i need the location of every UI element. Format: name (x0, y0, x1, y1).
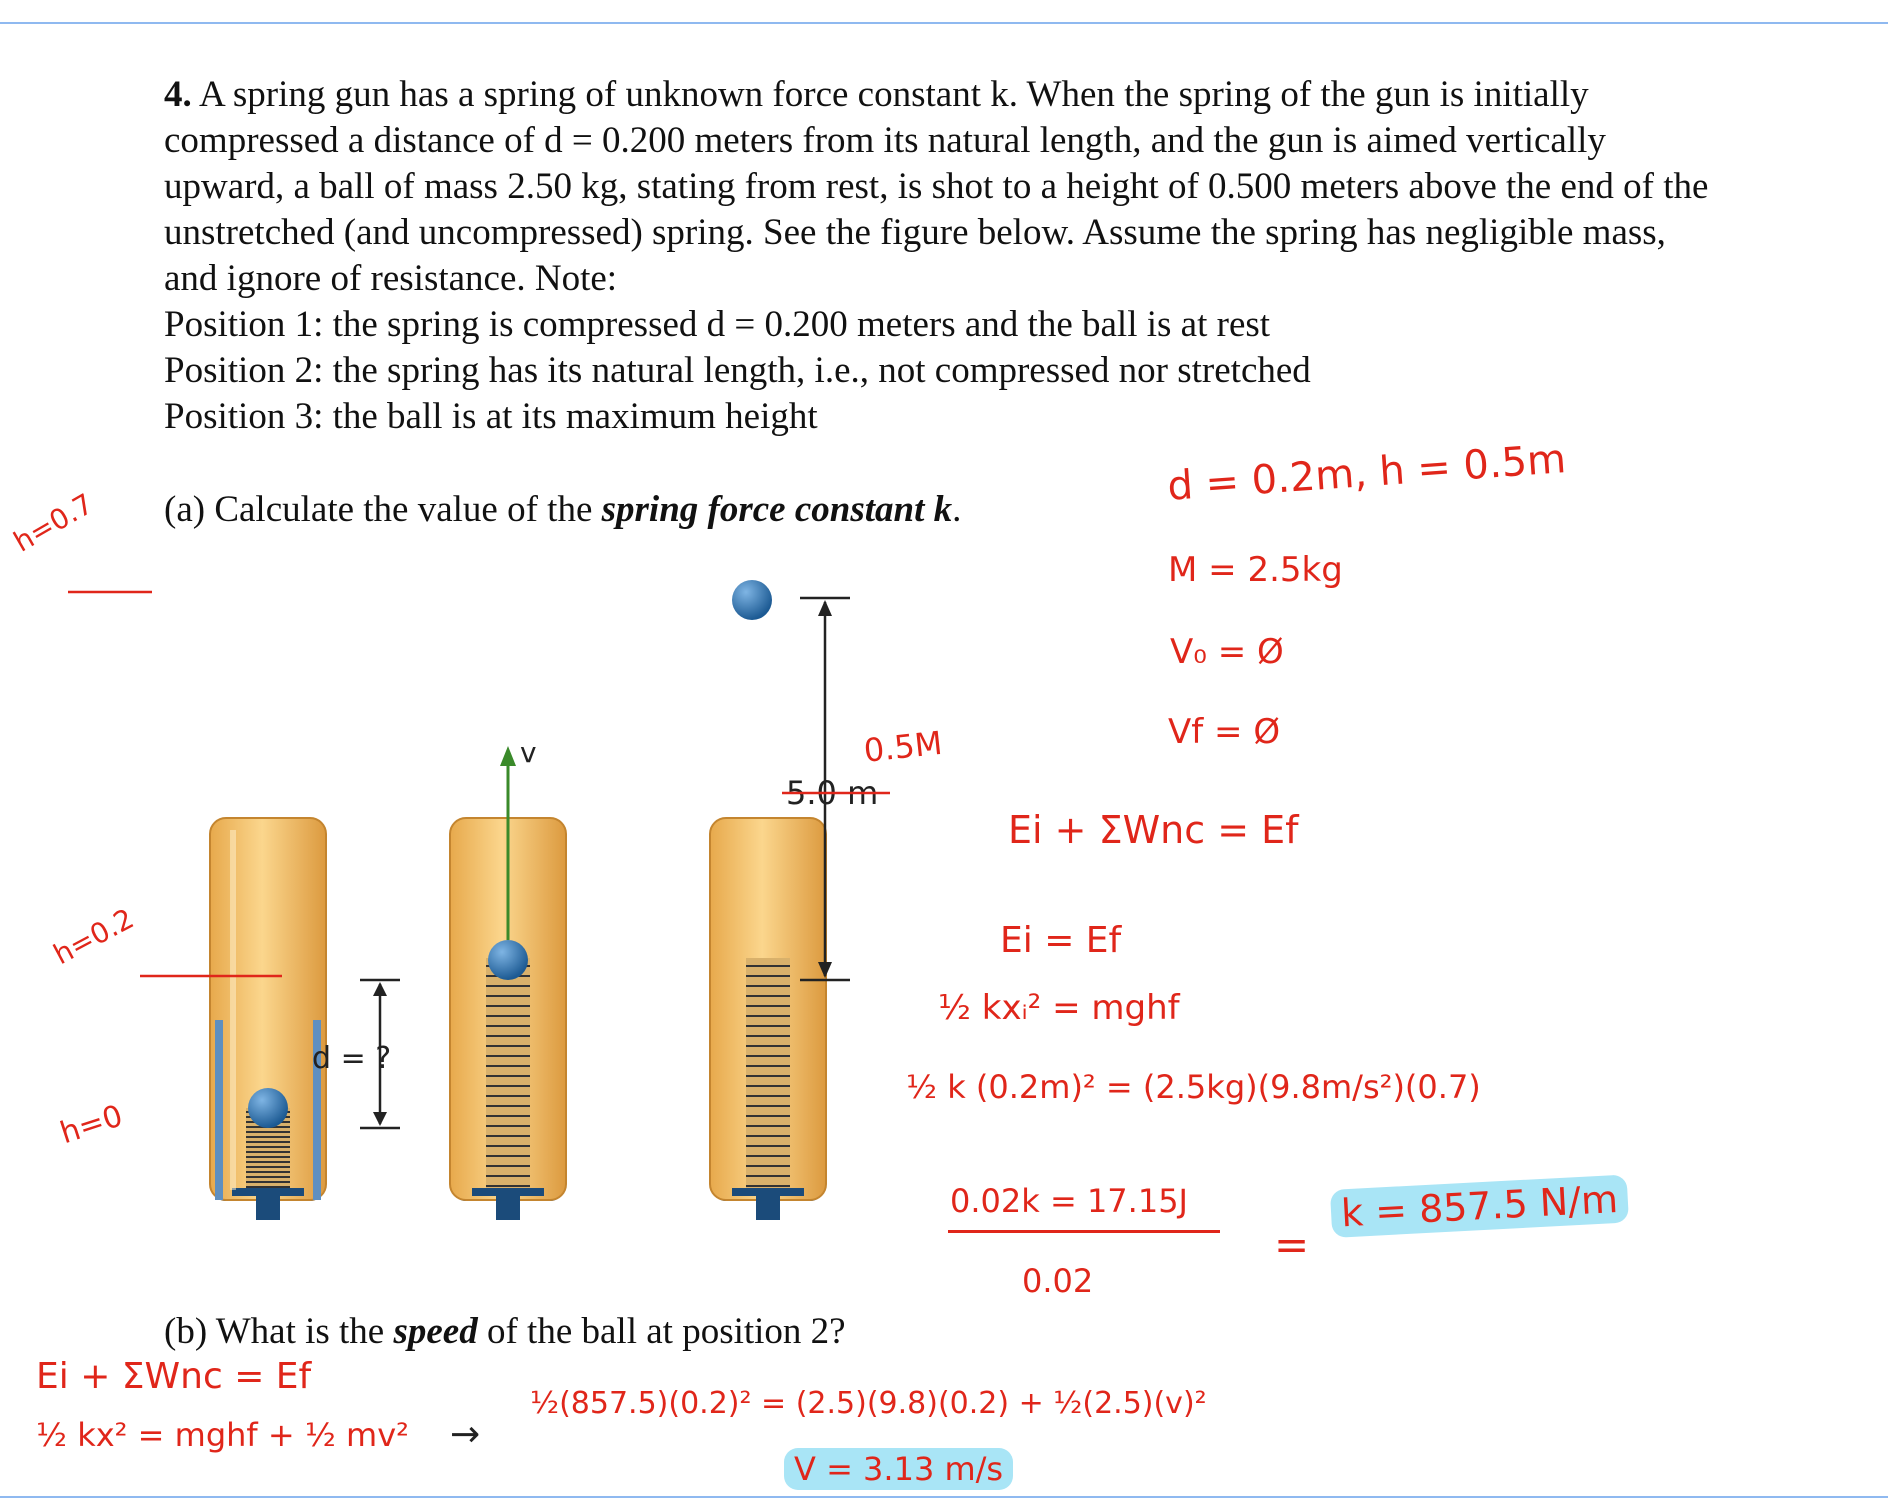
ball-max-height (732, 580, 772, 620)
note-figure-height: 0.5M (862, 723, 945, 770)
velocity-label: v (520, 736, 537, 769)
part-a-question: (a) Calculate the value of the spring force constant k. (164, 489, 962, 530)
problem-text: A spring gun has a spring of unknown force constant k. When the spring of the gun is initially compressed a distance of d = 0.200 meters from its natural length, and the gun is aimed vertically upward, a ball of mass 2.50 kg, stating from rest, is shot to a height of 0.500 meters above the end of the unstretched (and uncompressed) spring. See the figure below. Assume the spring has negligible mass, and ignore of resistance. Note: (164, 74, 1709, 299)
note-h-mid: h=0.2 (48, 901, 140, 972)
problem-number: 4. (164, 74, 192, 115)
note-eq5-numerator: 0.02k = 17.15J (950, 1182, 1188, 1220)
bottom-border (0, 1496, 1888, 1498)
part-b-question: (b) What is the speed of the ball at position 2? (164, 1311, 846, 1352)
note-given-1: d = 0.2m, h = 0.5m (1166, 436, 1568, 510)
note-equals: = (1274, 1220, 1310, 1269)
answer-b: V = 3.13 m/s (784, 1450, 1013, 1488)
note-h-top: h=0.7 (8, 487, 99, 559)
note-given-4: Vf = Ø (1168, 712, 1281, 752)
note-eq2: Ei = Ef (1000, 920, 1122, 961)
part-b-emphasis: speed (393, 1311, 478, 1352)
gun-position-2 (450, 746, 566, 1220)
position-2: Position 2: the spring has its natural length, i.e., not compressed nor stretched (164, 350, 1311, 391)
note-eq3: ½ kxᵢ² = mghf (938, 988, 1180, 1028)
note-eq4: ½ k (0.2m)² = (2.5kg)(9.8m/s²)(0.7) (906, 1068, 1481, 1106)
note-fraction-bar (948, 1230, 1220, 1233)
position-3: Position 3: the ball is at its maximum height (164, 396, 818, 437)
note-arrow: → (450, 1414, 481, 1455)
note-b-eq2: ½ kx² = mghf + ½ mv² (36, 1416, 409, 1454)
note-eq5-denominator: 0.02 (1022, 1262, 1094, 1300)
note-given-3: V₀ = Ø (1170, 632, 1284, 672)
d-label: d = ? (312, 1041, 392, 1076)
answer-a: k = 857.5 N/m (1330, 1176, 1629, 1235)
note-given-2: M = 2.5kg (1168, 550, 1343, 590)
position-1: Position 1: the spring is compressed d = 0.200 meters and the ball is at rest (164, 304, 1271, 345)
part-a-emphasis: spring force constant k (601, 489, 953, 530)
note-b-eq1: Ei + ΣWnc = Ef (36, 1356, 312, 1397)
note-b-eq3: ½(857.5)(0.2)² = (2.5)(9.8)(0.2) + ½(2.5)(v)² (530, 1386, 1207, 1421)
note-h-bottom: h=0 (56, 1098, 127, 1152)
height-label: 5.0 m (786, 774, 879, 812)
note-eq1: Ei + ΣWnc = Ef (1008, 808, 1299, 852)
gun-position-3 (710, 818, 826, 1220)
